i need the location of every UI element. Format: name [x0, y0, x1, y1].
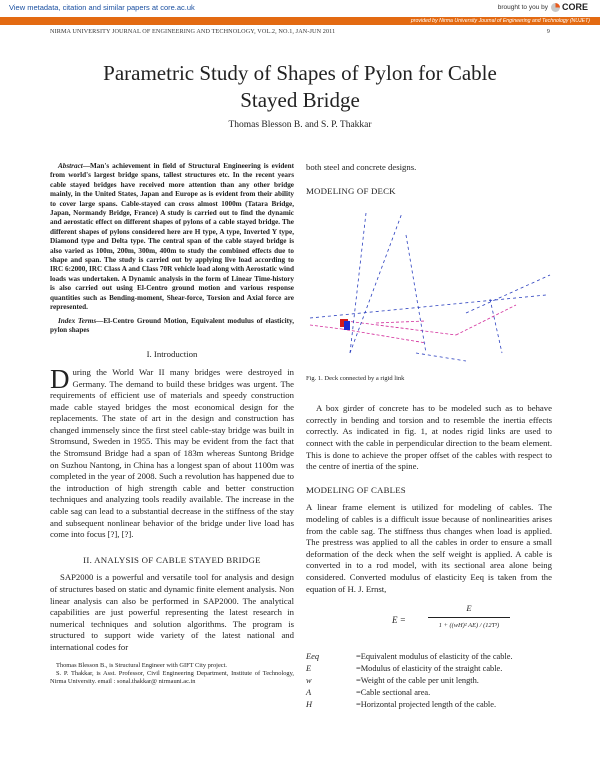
definition-meaning: =Equivalent modulus of elasticity of the cable. [356, 652, 513, 662]
brought-by-text: brought to you by [497, 3, 548, 11]
deck-heading: MODELING OF DECK [306, 185, 396, 196]
definition-symbol: w [306, 676, 312, 686]
cable-line [490, 299, 502, 353]
section-2-heading: II. ANALYSIS OF CABLE STAYED BRIDGE [83, 554, 261, 565]
definition-meaning: =Horizontal projected length of the cable. [356, 700, 497, 710]
rigid-link-line [456, 305, 516, 335]
left-column [50, 162, 294, 687]
cable-line [466, 275, 550, 313]
top-banner [0, 0, 600, 16]
title-line-2: Stayed Bridge [240, 88, 360, 112]
cable-line [416, 353, 466, 361]
footnotes [50, 662, 294, 687]
rigid-link-line [310, 325, 342, 329]
paper-title [60, 60, 540, 114]
right-column [306, 162, 552, 710]
rigid-link-line [376, 321, 426, 323]
section-2-body: SAP2000 is a powerful and versatile tool for analysis and design of structures based on static and dynamic finite element analysis. Non linear analysis can also be performed in SAP2000. The analytical capabilities are just powerful representing the latest research in numerical techniques and solution algorithms. The program is structured to support wide variety of the latest national and international codes for [50, 572, 294, 652]
definition-meaning: =Cable sectional area. [356, 688, 431, 698]
section-1-heading: I. Introduction [146, 349, 198, 360]
definition-meaning: =Weight of the cable per unit length. [356, 676, 479, 686]
equation-fraction [428, 603, 510, 631]
core-logo-label: CORE [561, 2, 588, 12]
equation [306, 601, 552, 645]
journal-name: NIRMA UNIVERSITY JOURNAL OF ENGINEERING AND TECHNOLOGY, VOL.2, NO.1, JAN-JUN 2011 [50, 28, 336, 35]
footnote-1: Thomas Blesson B., is Structural Engineer with GIFT City project. [56, 661, 227, 669]
deck-node-marker-blue [344, 321, 350, 330]
deck-body: A box girder of concrete has to be modeled such as to behave correctly in bending and torsion and to resemble the inertia effects correctly. As indicated in fig. 1, at nodes rigid links are used to connect with the cable in perpendicular direction to the beam element. This is done to achieve the proper offset of the cables with respect to the centre of inertia of the spine. [306, 403, 552, 472]
deck-spine-line [310, 295, 546, 318]
index-terms-label: Index Terms [58, 316, 97, 325]
abstract-label: Abstract [58, 162, 83, 170]
cables-heading: MODELING OF CABLES [306, 484, 406, 495]
section-2-continued: both steel and concrete designs. [306, 162, 417, 172]
view-metadata-link[interactable]: View metadata, citation and similar papers at core.ac.uk [9, 3, 195, 12]
running-head [50, 28, 550, 35]
definition-symbol: H [306, 700, 313, 710]
cables-body: A linear frame element is utilized for modeling of cables. The modeling of cables is a difficult issue because of nonlinearities arises from the cable sag. The stiffness thus changes when load is applied. The prestress was applied to all the cables in order to ensure a small deformation of the deck when the self weight is applied. A cable is converted in to a rod model, with its sectional area alone being considered. Converted modulus of elasticity Eeq is taken from the equation of H. J. Ernst, [306, 502, 552, 594]
equation-numerator: E [466, 603, 472, 614]
provided-by-link[interactable]: provided by Nirma University Journal of Engineering and Technology (NUJET) [410, 18, 590, 24]
definitions-list [306, 651, 552, 710]
core-attribution[interactable] [498, 2, 588, 12]
page-number: 9 [546, 28, 550, 35]
figure-caption: Fig. 1. Deck connected by a rigid link [306, 375, 405, 383]
definition-symbol: Eeq [306, 652, 320, 662]
provider-bar [0, 17, 600, 25]
section-1-text: uring the World War II many bridges were destroyed in Germany. The demand to build these bridges was urgent. The requirements of efficient use of materials and speedy construction made cable stayed bridges the most economical design for the replacements. The state of art in the design and construction has changed immensely since the first steel cable-stay bridge was built in Stromsund, Sweden in 1955. This may be evident from the fact that the Stromsund Bridge had a span of 183m whereas Suntong Bridge on Suzhou Nantong, in China has a longest span of about 1100m was completed in the year of 2008. Such a revolution has happened due to the introduction of high strength cable and better construction techniques and analyzing tools readily available. The increase in the cable sag can lead to a substantial decrease in the stiffness of the stay and subsequent nonlinear behavior of the bridge under live load has come into focus [?], [?]. [50, 366, 294, 540]
paper-authors: Thomas Blesson B. and S. P. Thakkar [228, 120, 372, 130]
fraction-bar [428, 617, 510, 618]
equation-denominator: 1 + ((wH)² AE) / (12T³) [438, 621, 500, 629]
equation-lhs: E = [392, 615, 406, 626]
definition-meaning: =Modulus of elasticity of the straight cable. [356, 664, 503, 674]
definition-symbol: E [306, 664, 312, 674]
abstract [50, 162, 294, 313]
core-logo-icon [551, 3, 560, 12]
drop-cap: D [50, 363, 70, 394]
section-1-body [50, 363, 294, 541]
deck-figure [306, 203, 552, 373]
index-terms-text: —El-Centro Ground Motion, Equivalent modulus of elasticity, pylon shapes [50, 316, 295, 334]
rigid-link-line [346, 321, 456, 335]
definition-symbol: A [306, 688, 312, 698]
footnote-2: S. P. Thakkar, is Asst. Professor, Civil Engineering Department, Institute of Technology, Nirma University. email : sonal.thakkar@ nirmauni.ac.in [50, 669, 294, 686]
cable-line [406, 235, 426, 353]
deck-figure-drawing [306, 203, 552, 373]
index-terms [50, 317, 294, 336]
core-logo[interactable] [551, 2, 588, 12]
abstract-text: —Man's achievement in field of Structural Engineering is evident from world's largest bridge spans, tallest structures etc. In the recent years cable stayed bridges have received more attention than any other bridge mainly, in the United States, Japan and Europe as is evident from their ability to cover large spans. Cable-stayed can cross almost 1000m (Tatara Bridge, Japan, Normandy Bridge, France) A study is carried out to find the dynamic and aerostatic effect on different shapes of pylons of a cable stayed bridge. The different shapes of pylons considered here are H type, A type, Inverted Y type, Diamond type and Delta type. The central span of the cable stayed bridge is also varied as 100m, 200m, 300m, 400m to study the combined effects due to shape and span. The study is carried out by applying live load according to IRC 6:2000, IRC Class A and Class 70R vehicle load along with Aerostatic wind loads was undertaken. A Dynamic analysis in the form of Linear Time-history is also carried out using El-Centro ground motion and various response quantities such as Bending-moment, Shear-force, Torsion and Axial force are represented. [50, 162, 294, 312]
title-line-1: Parametric Study of Shapes of Pylon for Cable [103, 61, 497, 85]
